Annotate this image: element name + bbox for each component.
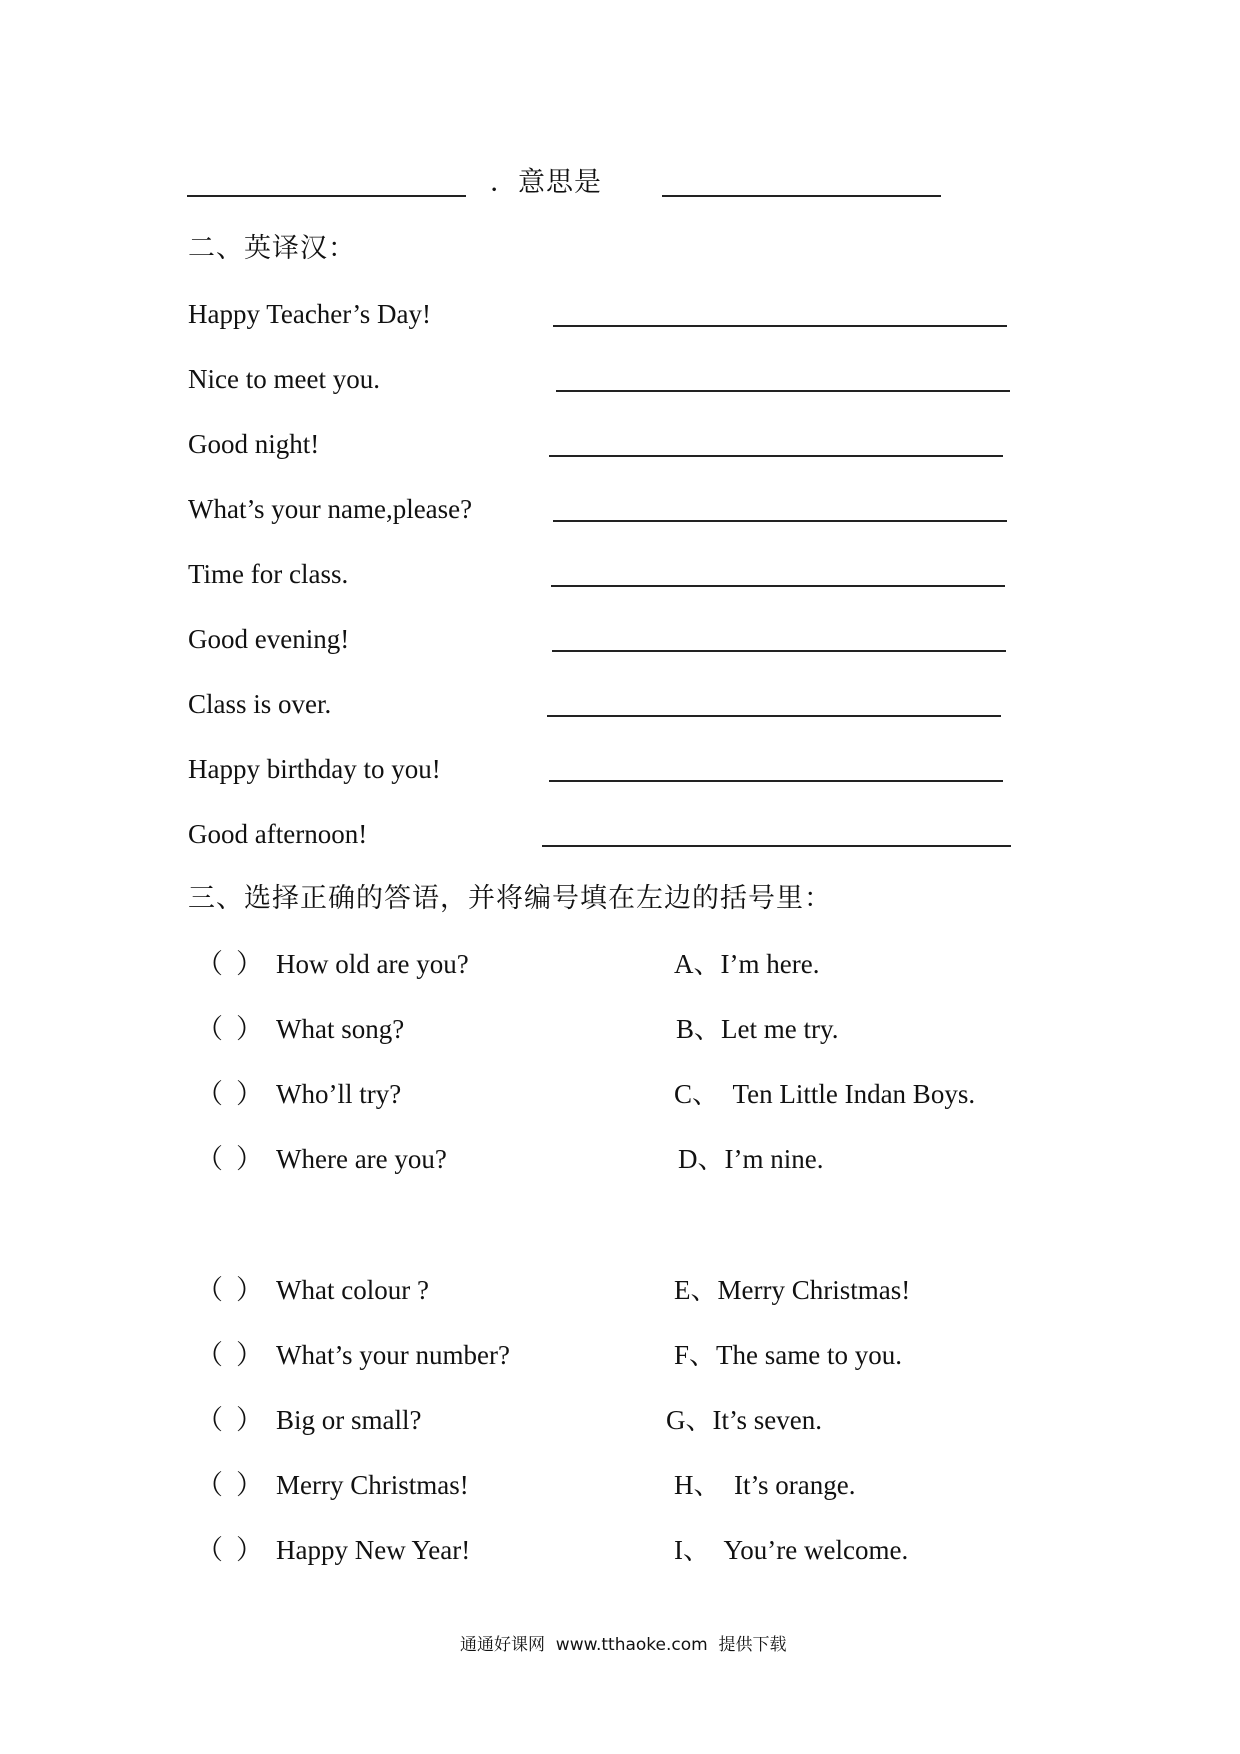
meaning-label: ．意思是 — [490, 167, 602, 197]
question: How old are you? — [276, 949, 469, 979]
answer-line[interactable] — [542, 845, 1011, 847]
answer-bracket-close: ） — [236, 1535, 263, 1565]
phrase: Happy Teacher’s Day! — [188, 299, 432, 329]
question: What colour ? — [276, 1275, 429, 1305]
phrase: Good evening! — [188, 624, 350, 654]
phrase: Happy birthday to you! — [188, 754, 441, 784]
section-3-heading: 三、选择正确的答语，并将编号填在左边的括号里： — [188, 883, 832, 913]
answer-bracket-open[interactable]: （ — [196, 1275, 223, 1305]
answer-line[interactable] — [551, 585, 1005, 587]
answer-option: C、 Ten Little Indan Boys. — [674, 1079, 976, 1109]
phrase: Class is over. — [188, 689, 332, 719]
question: Who’ll try? — [276, 1079, 402, 1109]
answer-option: F、The same to you. — [674, 1340, 902, 1370]
answer-bracket-open[interactable]: （ — [196, 1079, 223, 1109]
answer-line[interactable] — [549, 780, 1003, 782]
answer-bracket-open[interactable]: （ — [196, 1405, 223, 1435]
answer-bracket-close: ） — [236, 1470, 263, 1500]
footer-credit: 通通好课网 www.tthaoke.com 提供下载 — [460, 1635, 787, 1655]
answer-bracket-close: ） — [236, 949, 263, 979]
question: Where are you? — [276, 1144, 447, 1174]
phrase: What’s your name,please? — [188, 494, 473, 524]
answer-option: I、 You’re welcome. — [674, 1535, 909, 1565]
answer-line[interactable] — [553, 325, 1007, 327]
phrase: Good afternoon! — [188, 819, 368, 849]
answer-bracket-close: ） — [236, 1014, 263, 1044]
question: Merry Christmas! — [276, 1470, 469, 1500]
answer-option: A、I’m here. — [674, 949, 820, 979]
phrase: Good night! — [188, 429, 320, 459]
answer-bracket-open[interactable]: （ — [196, 1470, 223, 1500]
question: Big or small? — [276, 1405, 422, 1435]
blank-line[interactable] — [187, 195, 466, 197]
answer-option: B、Let me try. — [676, 1014, 839, 1044]
answer-line[interactable] — [552, 650, 1006, 652]
answer-line[interactable] — [553, 520, 1007, 522]
answer-bracket-open[interactable]: （ — [196, 1014, 223, 1044]
answer-bracket-open[interactable]: （ — [196, 1535, 223, 1565]
question: Happy New Year! — [276, 1535, 471, 1565]
answer-option: H、 It’s orange. — [674, 1470, 856, 1500]
answer-bracket-open[interactable]: （ — [196, 1144, 223, 1174]
answer-bracket-close: ） — [236, 1405, 263, 1435]
answer-line[interactable] — [549, 455, 1003, 457]
answer-bracket-close: ） — [236, 1144, 263, 1174]
answer-bracket-open[interactable]: （ — [196, 1340, 223, 1370]
blank-line[interactable] — [662, 195, 941, 197]
answer-option: D、I’m nine. — [678, 1144, 824, 1174]
answer-bracket-open[interactable]: （ — [196, 949, 223, 979]
phrase: Nice to meet you. — [188, 364, 380, 394]
answer-bracket-close: ） — [236, 1275, 263, 1305]
section-2-heading: 二、英译汉： — [188, 233, 356, 263]
phrase: Time for class. — [188, 559, 349, 589]
answer-bracket-close: ） — [236, 1079, 263, 1109]
answer-option: E、Merry Christmas! — [674, 1275, 911, 1305]
answer-line[interactable] — [547, 715, 1001, 717]
answer-line[interactable] — [556, 390, 1010, 392]
answer-bracket-close: ） — [236, 1340, 263, 1370]
question: What song? — [276, 1014, 405, 1044]
question: What’s your number? — [276, 1340, 510, 1370]
answer-option: G、It’s seven. — [666, 1405, 822, 1435]
